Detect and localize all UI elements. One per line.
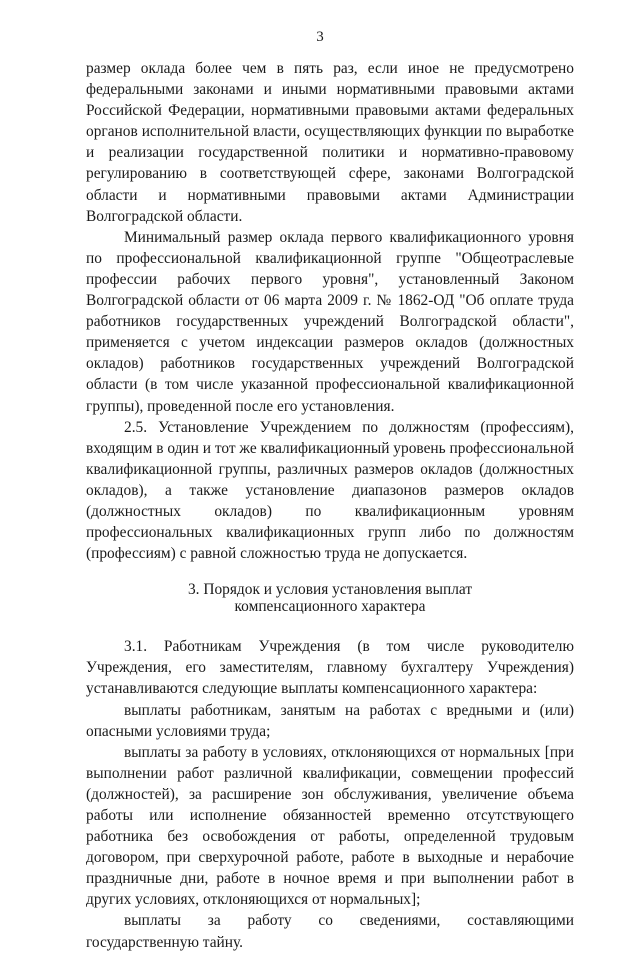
- paragraph-clause-3-1: 3.1. Работникам Учреждения (в том числе руководителю Учреждения, его заместителям, главному бухгалтеру Учреждения) устанавливаются следующие выплаты компенсационного характера:: [86, 638, 574, 698]
- section-heading-line-1: 3. Порядок и условия установления выплат: [187, 581, 473, 599]
- paragraph-clause-2-5: 2.5. Установление Учреждением по должностям (профессиям), входящим в один и тот же квалификационный уровень профессиональной квалификационной группы, различных размеров окладов (должностных окладов), а также установление диапазонов размеров окладов (должностных окладов) по квалификационным уровням профессиональных квалификационных групп либо по должностям (профессиям) с равной сложностью труда не допускается.: [86, 418, 574, 563]
- paragraph-minimum-salary: Минимальный размер оклада первого квалификационного уровня по профессиональной квалификационной группе "Общеотраслевые профессии рабочих первого уровня", установленный Законом Волгоградской области от 06 марта 2009 г. № 1862-ОД "Об оплате труда работников государственных учреждений Волгоградской области", применяется с учетом индексации размеров окладов (должностных окладов) работников государственных учреждений Волгоградской области (в том числе указанной профессиональной квалификационной группы), проведенной после его установления.: [86, 228, 574, 415]
- section-heading-line-2: компенсационного характера: [234, 598, 426, 616]
- paragraph-payment-deviating: выплаты за работу в условиях, отклоняющихся от нормальных [при выполнении работ различной квалификации, совмещении профессий (должностей), за расширение зон обслуживания, увеличение объема работы или исполнение обязанностей временно отсутствующего работника без освобождения от работы, определенной трудовым договором, при сверхурочной работе, работе в выходные и нерабочие праздничные дни, работе в ночное время и при выполнении работ в других условиях, отклоняющихся от нормальных];: [86, 743, 574, 909]
- paragraph-payment-harmful: выплаты работникам, занятым на работах с вредными и (или) опасными условиями труда;: [86, 701, 574, 740]
- section-heading: [86, 581, 574, 615]
- page-number: 3: [316, 29, 324, 45]
- paragraph-payment-state-secret: выплаты за работу со сведениями, составляющими государственную тайну.: [86, 912, 574, 951]
- document-body: [86, 58, 574, 953]
- paragraph-continuation: размер оклада более чем в пять раз, если иное не предусмотрено федеральными законами и иными нормативными правовыми актами Российской Федерации, нормативными правовыми актами федеральных органов исполнительной власти, осуществляющих функции по выработке и реализации государственной политики и нормативно-правовому регулированию в соответствующей сфере, законами Волгоградской области и нормативными правовыми актами Администрации Волгоградской области.: [86, 60, 574, 225]
